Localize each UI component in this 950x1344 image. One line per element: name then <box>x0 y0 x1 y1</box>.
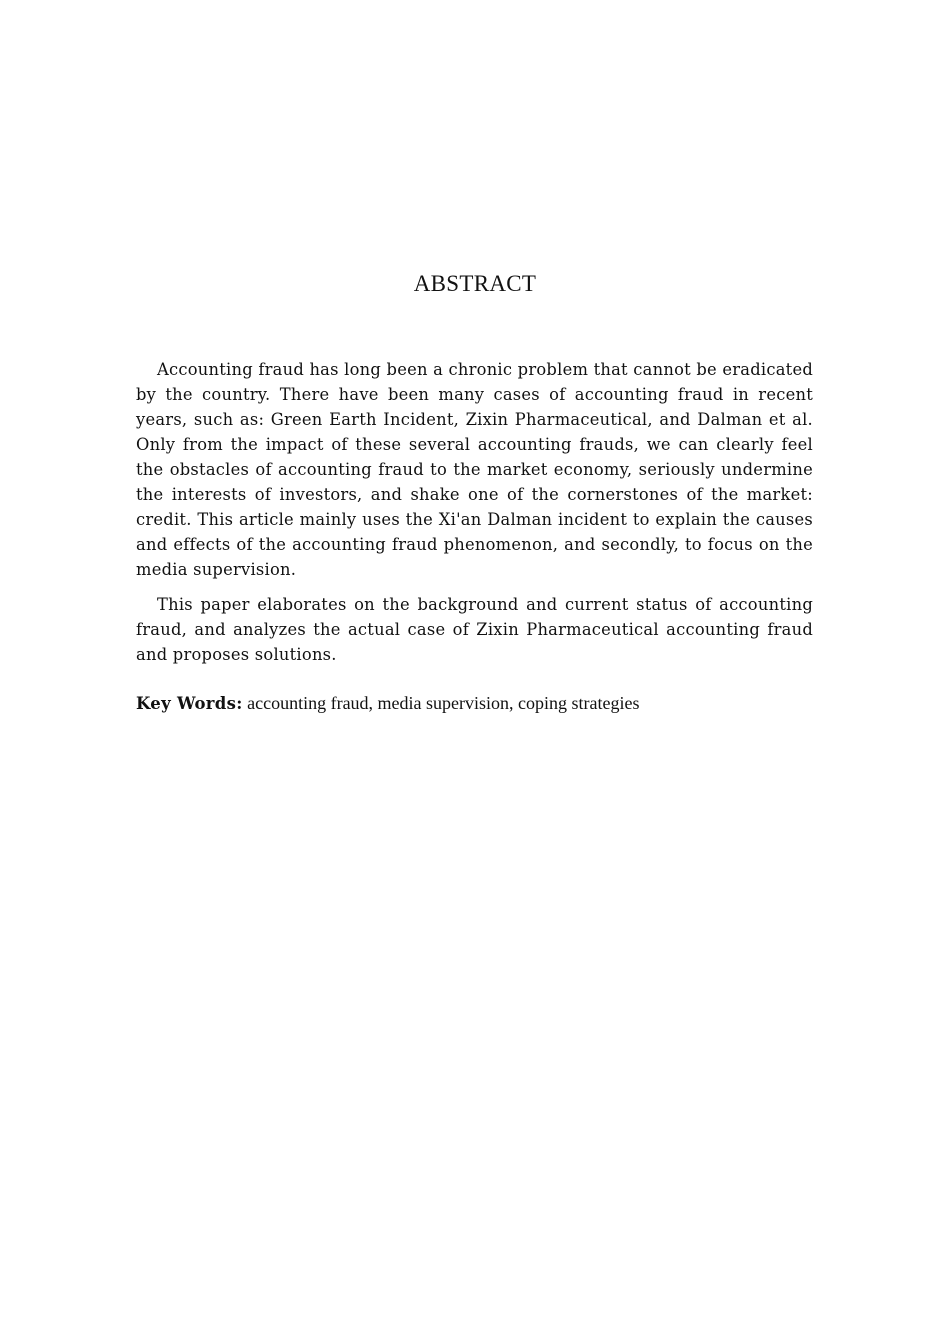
keywords-label: Key Words: <box>136 694 243 713</box>
abstract-title: ABSTRACT <box>413 271 537 296</box>
keywords-line <box>136 690 813 717</box>
abstract-body <box>136 357 813 677</box>
abstract-paragraph-2: This paper elaborates on the background and current status of accounting fraud, and analyzes the actual case of Zixin Pharmaceutical accounting fraud and proposes solutions. <box>136 595 813 664</box>
abstract-paragraph-1: Accounting fraud has long been a chronic problem that cannot be eradicated by the country. There have been many cases of accounting fraud in recent years, such as: Green Earth Incident, Zixin Pharmaceutical, and Dalman et al. Only from the impact of these several accounting frauds, we can clearly feel the obstacles of accounting fraud to the market economy, seriously undermine the interests of investors, and shake one of the cornerstones of the market: credit. This article mainly uses the Xi'an Dalman incident to explain the causes and effects of the accounting fraud phenomenon, and secondly, to focus on the media supervision. <box>136 360 813 579</box>
keywords-text: accounting fraud, media supervision, coping strategies <box>247 693 640 713</box>
